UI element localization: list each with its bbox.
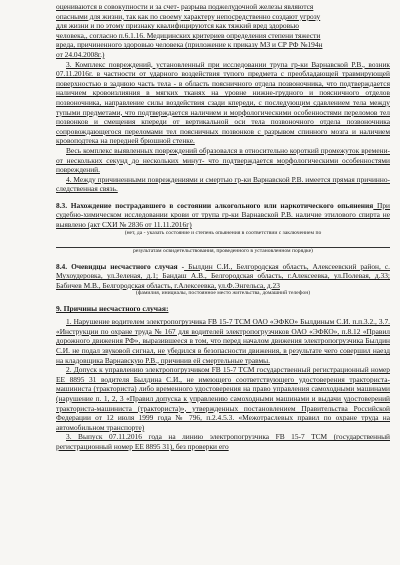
- section-8-4-heading: 8.4. Очевидцы несчастного случая -: [56, 261, 185, 271]
- finding-item-3: 3. Комплекс повреждений, установленный при исследовании трупа гр-ки Варнавской Р.В., возник 07.11.2016г. в частности от ударного воздействия тупого предмета с преобладающей травмирующей поверхностью в заднюю часть тела - в область поясничного отдела позвоночника, что подтверждается наличием кровоизлияния в мягких тканях на уровне нижне-грудного и поясничного отделов позвоночника, направление силы воздействия сзади кпереди, с последующим сдавлением тела между тупыми предметами, что подтверждается наличием и морфологическими особенностями переломов тел позвонков и смещения кпереди от вертикальной оси тела позвоночного отдела позвоночника сопровождающегося переломами тел поясничных позвонков с разрывом спинного мозга и наличием кровоподтека на передней брюшной стенке.: [56, 59, 390, 146]
- cause-1: 1. Нарушение водителем электропогрузчика FB 15-7 TCM ОАО «ЭФКО» Былдиным С.И. п.п.3.2., 3.7. «Инструкции по охране труда № 167 для водителей электропогрузчиков ОАО «ЭФКО», п.8.12 «Правил дорожного движения РФ», выразившееся в том, что перед началом движения электропогрузчика Былдин С.И. не подал звуковой сигнал, не убедился в безопасности движения, в результате чего совершил наезд на кладовщика Варнавскую Р.В., причинив ей смертельные травмы.: [56, 317, 390, 365]
- cause-3: 3. Выпуск 07.11.2016 года на линию электропогрузчика FB 15-7 TCM (государственный регистрационный номер ЕЕ 8895 31), без проверки его: [56, 432, 390, 451]
- section-9-heading: 9. Причины несчастного случая:: [56, 304, 169, 314]
- text-line: для жизни и по этому признаку квалифицируются как тяжкий вред здоровью: [56, 21, 299, 31]
- section-8-3-note: (нет, да - указать состояние и степень опьянения в соответствии с заключением по: [124, 229, 322, 236]
- section-8-4-text: Былдин С.И., Белгородская область, Алексеевский район, с. Мухоудеровка, ул.Зеленая, д.1; Бандаш А.В., Белгородская область, г.Алексеевка, ул.Полевая, д.33; Бабичев М.В., Белгородская область, г.Алексеевка, ул.Ф.Энгельса, д.23: [56, 261, 390, 290]
- section-8-3: [56, 201, 390, 230]
- finding-item-3-summary: Весь комплекс выявленных повреждений образовался в относительно короткий промежуток времени- от нескольких секунд до нескольких минут- что подтверждается морфологическими особенностями повреждений.: [56, 145, 390, 175]
- section-8-3-heading: 8.3. Нахождение пострадавшего в состоянии алкогольного или наркотического опьянения: [56, 200, 374, 210]
- text-line: вреда, причиненного здоровью человека (приложение к приказу МЗ и СР РФ №194н: [56, 40, 323, 50]
- cause-2: 2. Допуск к управлению электропогрузчиком FB 15-7 TCM государственный регистрационный номер ЕЕ 8895 31 водителя Былдина С.И., не имеющего соответствующего удостоверения тракториста-машиниста (тракториста) либо временного удостоверения на право управления самоходными машинами (нарушение п. 1, 2, 3 «Правил допуска к управлению самоходными машинами и выдачи удостоверений тракториста-машиниста (тракториста)», утвержденных постановлением Правительства Российской Федерации от 12 июля 1999 года № 796, п.2.4.5.3. «Межотраслевых правил по охране труда на автомобильном транспорте): [56, 365, 390, 432]
- text-line: человека,, согласно п.6.1.16. Медицинских критериев определения степени тяжести: [56, 30, 321, 40]
- top-paragraph: [56, 2, 390, 60]
- finding-item-4: 4. Между причиненными повреждениями и смертью гр-ки Варнавской Р.В. имеется прямая причинно-следственная связь.: [56, 174, 390, 194]
- text-line: опасными для жизни, так как по своему характеру непосредственно создают угрозу: [56, 11, 321, 21]
- blank-line: [56, 238, 390, 248]
- text-line: от 24.04.2008г.): [56, 49, 105, 59]
- section-8-3-note-2: результатам освидетельствования, проведенного в установленном порядке): [133, 247, 313, 254]
- section-8-3-text: При судебно-химическом исследовании крови от трупа гр-ки Варнавской Р.В. наличие этилового спирта не выявлено (акт СХИ № 2836 от 11.11.2016г): [56, 200, 391, 230]
- section-8-4: [56, 262, 390, 291]
- section-8-4-note: (фамилия, инициалы, постоянное место жительства, домашний телефон): [135, 290, 311, 297]
- text-line: оцениваются в совокупности и за счет- разрыва поджелудочной железы являются: [56, 2, 314, 11]
